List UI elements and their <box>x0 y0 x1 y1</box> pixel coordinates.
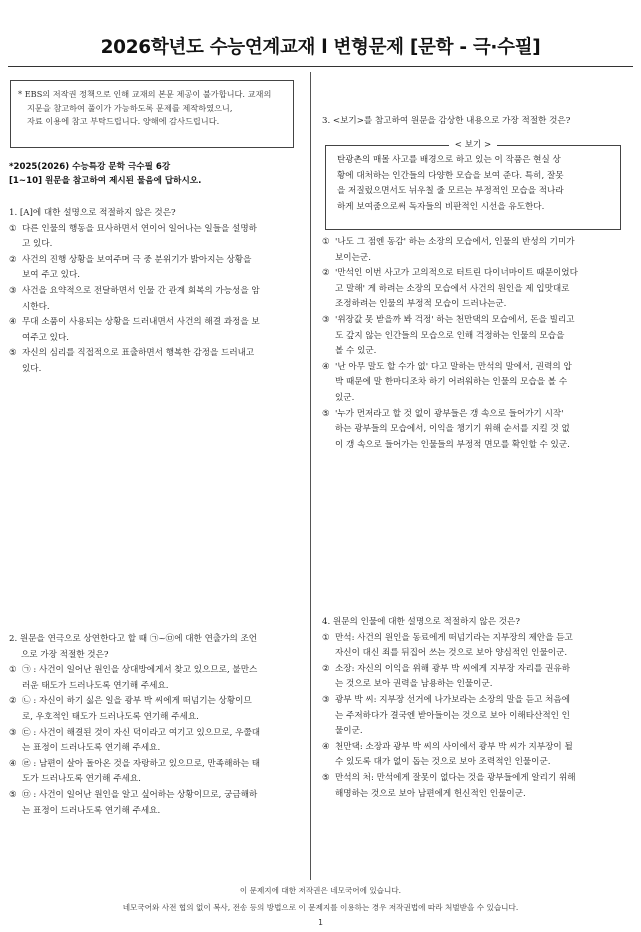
option-text-line: 보이는군. <box>335 252 371 263</box>
option-text-line: '누가 먼저라고 할 것 없이 광부들은 갱 속으로 들어가기 시작' <box>335 408 564 419</box>
question-stem: 4. 원문의 인물에 대한 설명으로 적절하지 않은 것은? <box>322 617 520 627</box>
answer-option-2[interactable] <box>9 253 301 284</box>
answer-option-2[interactable] <box>9 694 301 725</box>
option-number: ④ <box>9 758 17 769</box>
option-text-line: 는 것으로 보아 권력을 남용하는 인물이군. <box>335 679 493 690</box>
option-text-line: 러운 태도가 드러나도록 연기해 주세요. <box>22 680 169 691</box>
option-text-line: 도가 드러나도록 연기해 주세요. <box>22 774 141 785</box>
option-text-line: 고 있다. <box>22 239 53 250</box>
option-number: ⑤ <box>9 348 17 359</box>
option-text-line: 조정하려는 인물의 부정적 모습이 드러나는군. <box>335 299 507 310</box>
option-text-line: '만석인 이번 사고가 고의적으로 터트린 다이너마이트 때문이었다 <box>335 268 578 279</box>
option-number: ① <box>322 237 330 247</box>
option-text-line: 다른 인물의 행동을 묘사하면서 연이어 일어나는 일들을 설명하 <box>22 223 257 234</box>
option-text-line: 고 말해' 게 하려는 소장의 모습에서 사건의 원인을 제 입맛대로 <box>335 283 570 294</box>
bogi-line: 하게 보여줌으로써 독자들의 비판적인 시선을 유도한다. <box>337 201 545 212</box>
instruction-line: [1~10] 원문을 참고하여 제시된 물음에 답하시오. <box>9 176 202 186</box>
answer-option-5[interactable] <box>322 771 622 802</box>
answer-option-5[interactable] <box>9 788 301 819</box>
option-text-line: ㉣ : 남편이 살아 돌아온 것을 자랑하고 있으므로, 만족해하는 태 <box>22 758 261 769</box>
answer-option-3[interactable] <box>9 726 301 757</box>
footer-copyright: 이 문제지에 대한 저작권은 네모국어에 있습니다. <box>239 886 402 895</box>
option-number: ⑤ <box>322 408 330 419</box>
option-text-line: ㉠ : 사건이 일어난 원인을 상대방에게서 찾고 있으므로, 불만스 <box>22 665 258 676</box>
question-2 <box>9 632 301 819</box>
answer-option-4[interactable] <box>9 315 301 346</box>
option-text-line: 만석의 처: 만석에게 잘못이 없다는 것을 광부들에게 알리기 위해 <box>335 772 576 783</box>
answer-option-4[interactable] <box>9 757 301 788</box>
option-text-line: 하는 광부들의 모습에서, 이익을 챙기기 위해 순서를 지킬 것 없 <box>335 424 570 435</box>
option-text-line: 보여 주고 있다. <box>22 270 81 281</box>
source-line: *2025(2026) 수능특강 문학 극수필 6강 <box>9 162 171 172</box>
answer-option-1[interactable] <box>9 222 301 253</box>
answer-option-5[interactable] <box>9 346 301 377</box>
option-number: ① <box>9 665 17 676</box>
option-text-line: 해명하는 것으로 보아 남편에게 헌신적인 인물이군. <box>335 788 526 799</box>
option-text-line: 소장: 자신의 이익을 위해 광부 박 씨에게 지부장 자리를 권유하 <box>335 663 571 674</box>
option-number: ② <box>9 696 17 707</box>
question-stem: 3. <보기>를 참고하여 원문을 감상한 내용으로 가장 적절한 것은? <box>322 116 571 126</box>
option-text-line: 사건의 진행 상황을 보여주며 극 중 분위기가 밝아지는 상황을 <box>22 254 252 265</box>
option-number: ③ <box>9 285 17 296</box>
option-text-line: 는 표정이 드러나도록 연기해 주세요. <box>22 805 161 816</box>
bogi-box <box>325 140 621 230</box>
option-text-line: 로, 우호적인 태도가 드러나도록 연기해 주세요. <box>22 711 199 722</box>
option-number: ④ <box>9 317 17 328</box>
option-text-line: 광부 박 씨: 지부장 선거에 나가보라는 소장의 말을 듣고 처음에 <box>335 694 571 705</box>
question-stem: 2. 원문을 연극으로 상연한다고 할 때 ㉠~㉤에 대한 연출가의 조언 으로 가장 적절한 것은? <box>9 634 258 660</box>
option-number: ② <box>322 663 330 674</box>
option-number: ③ <box>322 694 330 705</box>
answer-option-2[interactable] <box>322 662 622 693</box>
notice-line: 자료 이용에 참고 부탁드립니다. 양해에 감사드립니다. <box>27 116 220 126</box>
option-text-line: 천만댁: 소장과 광부 박 씨의 사이에서 광부 박 씨가 지부장이 될 <box>335 741 573 752</box>
header-rule <box>8 66 633 67</box>
option-number: ① <box>9 223 17 234</box>
bogi-line: 을 저질렀으면서도 뉘우칠 줄 모르는 부정적인 모습을 적나라 <box>337 186 564 197</box>
option-number: ① <box>322 632 330 643</box>
bogi-label: < 보기 > <box>449 140 497 150</box>
option-text-line: ㉡ : 자신이 하기 싫은 일을 광부 박 씨에게 떠넘기는 상황이므 <box>22 696 252 707</box>
option-number: ④ <box>322 361 330 372</box>
answer-option-4[interactable] <box>322 740 622 771</box>
page-number: 1 <box>318 918 323 927</box>
answer-option-2[interactable] <box>322 266 622 313</box>
answer-option-3[interactable] <box>322 313 622 360</box>
option-text-line: ㉢ : 사건이 해결된 것이 자신 덕이라고 여기고 있으므로, 우쭐대 <box>22 727 261 738</box>
option-text-line: '나도 그 점엔 동감' 하는 소장의 모습에서, 인물의 반성의 기미가 <box>335 237 575 247</box>
notice-line: * EBS의 저작권 정책으로 인해 교재의 본문 제공이 불가합니다. 교재의 <box>18 89 272 99</box>
question-stem: 1. [A]에 대한 설명으로 적절하지 않은 것은? <box>9 208 176 218</box>
option-text-line: 박 때문에 말 한마디조차 하기 어려워하는 인물의 모습을 볼 수 <box>335 377 568 388</box>
option-number: ⑤ <box>9 789 17 800</box>
option-text-line: 자신의 심리를 직접적으로 표출하면서 행복한 감정을 드러내고 <box>22 348 255 359</box>
question-3 <box>322 114 622 130</box>
bogi-line: 탄광촌의 매몰 사고를 배경으로 하고 있는 이 작품은 현실 상 <box>337 155 561 165</box>
question-4 <box>322 615 622 802</box>
bogi-line: 황에 대처하는 인간들의 다양한 모습을 보여 준다. 특히, 잘못 <box>337 170 564 181</box>
option-number: ② <box>322 268 330 279</box>
option-number: ③ <box>322 314 330 325</box>
option-text-line: 는 주저하다가 결국엔 받아들이는 것으로 보아 이해타산적인 인 <box>335 710 570 721</box>
question-3-options <box>322 235 622 453</box>
option-text-line: 는 표정이 드러나도록 연기해 주세요. <box>22 743 161 754</box>
page-title: 2026학년도 수능연계교재 l 변형문제 [문학 - 극·수필] <box>100 37 541 58</box>
option-text-line: ㉤ : 사건이 일어난 원인을 알고 싶어하는 상황이므로, 궁금해하 <box>22 789 258 800</box>
answer-option-1[interactable] <box>322 631 622 662</box>
option-text-line: 자신이 대신 죄를 뒤집어 쓰는 것으로 보아 양심적인 인물이군. <box>335 648 568 659</box>
option-text-line: '위장값 못 받을까 봐 걱정' 하는 천만댁의 모습에서, 돈을 빌리고 <box>335 314 575 325</box>
answer-option-4[interactable] <box>322 360 622 407</box>
option-number: ④ <box>322 741 330 752</box>
question-1 <box>9 206 301 378</box>
option-text-line: 수 있도록 대가 없이 돕는 것으로 보아 조력적인 인물이군. <box>335 757 551 768</box>
notice-line: 지문을 참고하여 풀이가 가능하도록 문제를 제작하였으니, <box>27 102 233 113</box>
option-text-line: '난 아무 말도 할 수가 없' 다고 말하는 만석의 말에서, 권력의 압 <box>335 361 572 372</box>
answer-option-1[interactable] <box>322 235 622 266</box>
option-text-line: 도 갚지 않는 인간들의 모습으로 인해 걱정하는 인물의 모습을 <box>335 330 565 341</box>
answer-option-3[interactable] <box>9 284 301 315</box>
option-text-line: 있다. <box>22 363 42 374</box>
answer-option-3[interactable] <box>322 693 622 740</box>
option-text-line: 무대 소품이 사용되는 상황을 드러내면서 사건의 해결 과정을 보 <box>22 317 260 328</box>
column-divider <box>310 72 311 880</box>
option-number: ③ <box>9 727 17 738</box>
option-number: ⑤ <box>322 772 330 783</box>
option-text-line: 물이군. <box>335 726 363 737</box>
option-text-line: 만석: 사건의 원인을 동료에게 떠넘기라는 지부장의 제안을 듣고 <box>335 632 573 643</box>
option-number: ② <box>9 254 17 265</box>
option-text-line: 여주고 있다. <box>22 332 69 343</box>
option-text-line: 볼 수 있군. <box>335 346 377 357</box>
option-text-line: 이 갱 속으로 들어가는 인물들의 부정적 면모를 확인할 수 있군. <box>335 439 570 450</box>
option-text-line: 시한다. <box>22 301 50 312</box>
copyright-notice-box <box>10 80 294 148</box>
footer-warning: 네모국어와 사전 협의 없이 복사, 전송 등의 방법으로 이 문제지를 이용하는 경우 저작권법에 따라 처벌받을 수 있습니다. <box>122 903 519 912</box>
option-text-line: 사건을 요약적으로 전달하면서 인물 간 관계 회복의 가능성을 암 <box>22 285 260 296</box>
answer-option-5[interactable] <box>322 407 622 454</box>
source-info <box>9 160 304 188</box>
option-text-line: 있군. <box>335 392 355 403</box>
answer-option-1[interactable] <box>9 663 301 694</box>
